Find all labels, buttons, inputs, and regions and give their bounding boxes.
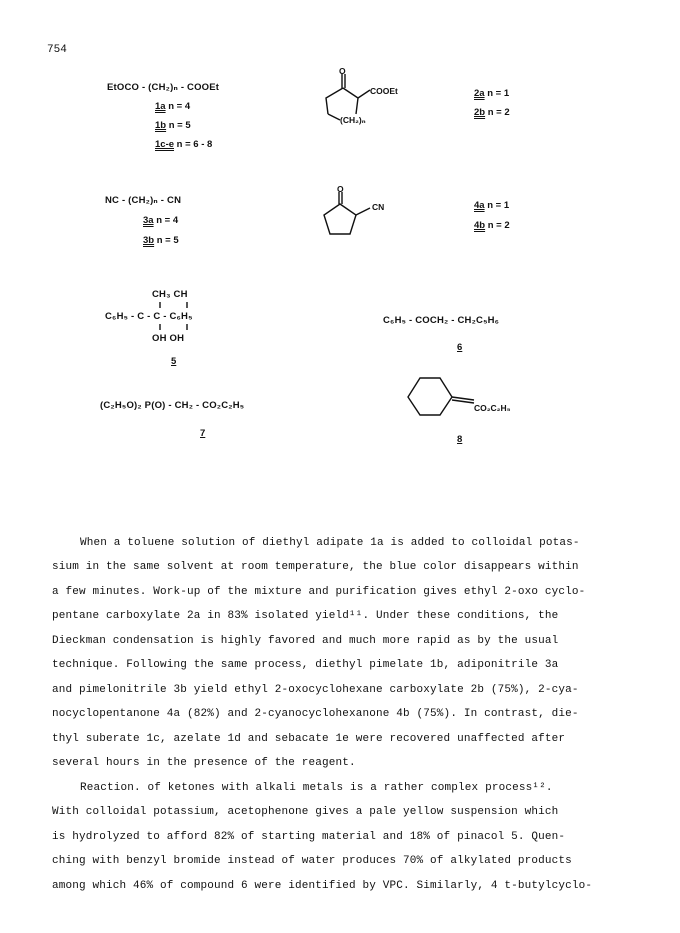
compound-5-bottom-groups: OH OH [152,333,185,344]
compound-4-nitrile-group: CN [372,202,385,212]
compound-2-ester-group: COOEt [370,86,398,96]
compound-8-id: 8 [457,434,463,445]
compound-3-formula: NC - (CH₂)ₙ - CN [105,195,182,206]
body-line-12: With colloidal potassium, acetophenone gives a pale yellow suspension which [52,806,559,818]
compound-1c-e-label: 1c-e n = 6 - 8 [155,139,213,150]
compound-6-formula: C₆H₅ - COCH₂ - CH₂C₅H₆ [383,315,500,326]
compound-1-formula: EtOCO - (CH₂)ₙ - COOEt [107,82,220,93]
compound-8-ester-group: CO₂C₂H₅ [474,403,511,413]
body-line-13: is hydrolyzed to afford 82% of starting material and 18% of pinacol 5. Quen- [52,831,566,843]
compound-4b-label: 4b n = 2 [474,220,510,231]
body-line-7: and pimelonitrile 3b yield ethyl 2-oxocyclohexane carboxylate 2b (75%), 2-cya- [52,684,579,696]
body-line-9: thyl suberate 1c, azelate 1d and sebacate 1e were recovered unaffected after [52,733,566,745]
compound-6-id: 6 [457,342,463,353]
compound-4-structure [318,184,388,244]
body-line-8: nocyclopentanone 4a (82%) and 2-cyanocyclohexanone 4b (75%). In contrast, die- [52,708,579,720]
compound-2a-label: 2a n = 1 [474,88,510,99]
compound-5-top-groups: CH₃ CH [152,289,188,300]
body-line-2: sium in the same solvent at room temperature, the blue color disappears within [52,561,579,573]
compound-2b-label: 2b n = 2 [474,107,510,118]
compound-7-formula: (C₂H₅O)₂ P(O) - CH₂ - CO₂C₂H₅ [100,400,245,411]
compound-5-id: 5 [171,356,177,367]
compound-3b-label: 3b n = 5 [143,235,179,246]
body-line-3: a few minutes. Work-up of the mixture and purification gives ethyl 2-oxo cyclo- [52,586,586,598]
body-line-15: among which 46% of compound 6 were identified by VPC. Similarly, 4 t-butylcyclo- [52,880,593,892]
body-line-6: technique. Following the same process, diethyl pimelate 1b, adiponitrile 3a [52,659,559,671]
body-line-4: pentane carboxylate 2a in 83% isolated yield¹¹. Under these conditions, the [52,610,559,622]
body-line-14: ching with benzyl bromide instead of water produces 70% of alkylated products [52,855,572,867]
page-number: 754 [47,44,67,56]
compound-1b-label: 1b n = 5 [155,120,191,131]
compound-2-ring-chain: (CH₂)ₙ [340,115,366,125]
body-line-10: several hours in the presence of the reagent. [52,757,356,769]
compound-1a-label: 1a n = 4 [155,101,191,112]
compound-4-oxygen: O [337,184,344,194]
compound-2-oxygen: O [339,66,346,76]
compound-3a-label: 3a n = 4 [143,215,179,226]
compound-4a-label: 4a n = 1 [474,200,510,211]
compound-7-id: 7 [200,428,206,439]
body-line-1: When a toluene solution of diethyl adipate 1a is added to colloidal potas- [80,537,580,549]
body-line-11: Reaction. of ketones with alkali metals is a rather complex process¹². [80,782,553,794]
body-line-5: Dieckman condensation is highly favored and much more rapid as by the usual [52,635,559,647]
compound-5-main-chain: C₆H₅ - C - C - C₆H₅ [105,311,193,322]
